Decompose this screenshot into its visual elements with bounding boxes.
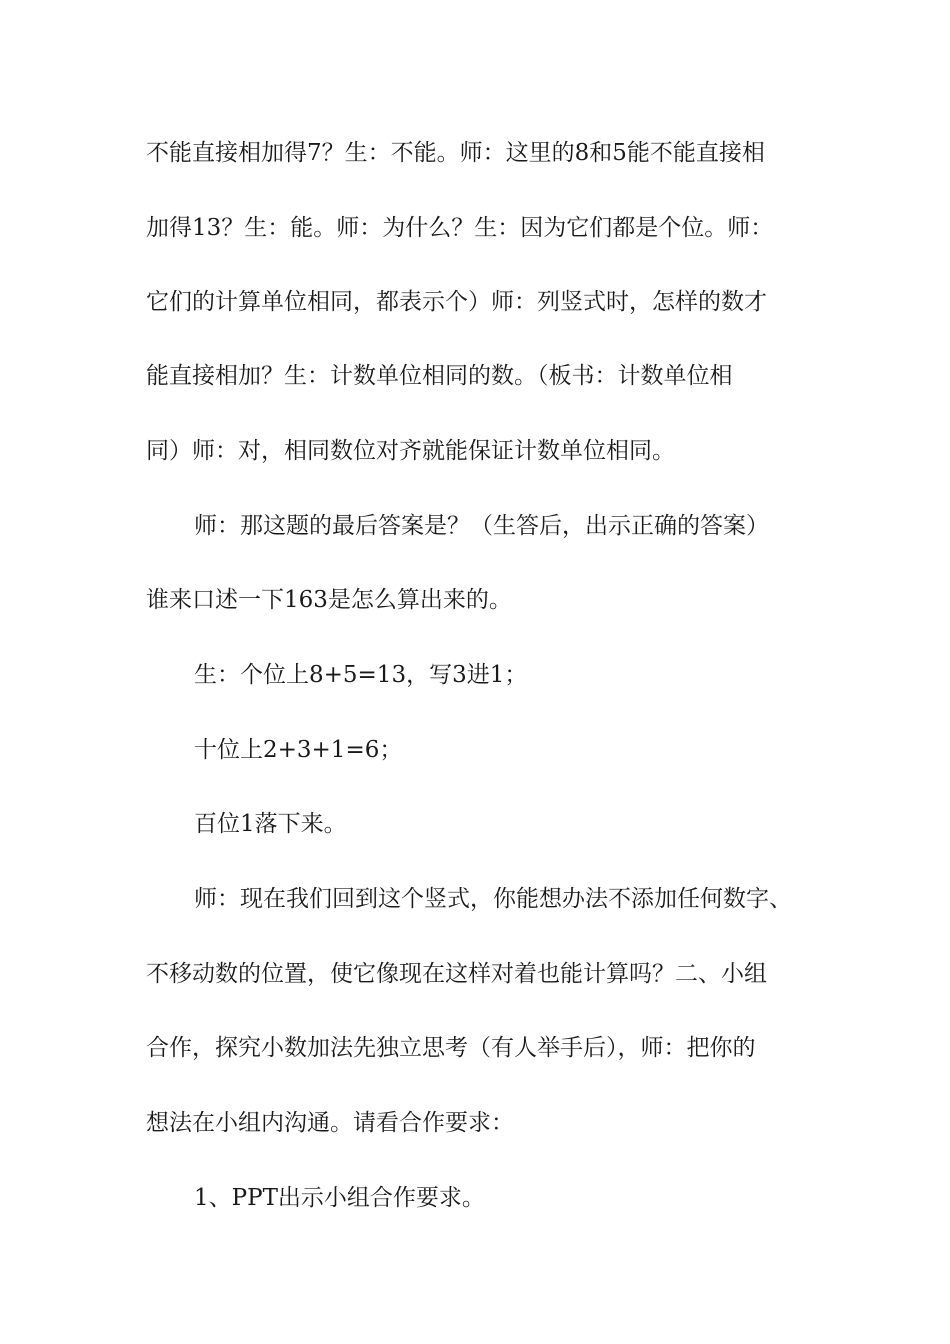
paragraph-line: 百位1落下来。 [194,811,347,837]
text-line: 想法在小组内沟通。请看合作要求： [146,1110,514,1136]
paragraph-line: 生：个位上8+5=13，写3进1； [194,662,528,688]
text-line: 同）师：对，相同数位对齐就能保证计数单位相同。 [146,438,675,464]
text-line: 加得13？生：能。师：为什么？生：因为它们都是个位。师： [146,215,774,241]
text-line: 不移动数的位置，使它像现在这样对着也能计算吗？二、小组 [146,961,767,987]
text-line: 谁来口述一下163是怎么算出来的。 [146,587,512,613]
paragraph-line: 师：现在我们回到这个竖式，你能想办法不添加任何数字、 [194,886,792,912]
paragraph-line: 十位上2+3+1=6； [194,737,403,763]
paragraph-line: 1、PPT出示小组合作要求。 [194,1185,485,1211]
text-line: 能直接相加？生：计数单位相同的数。（板书：计数单位相 [146,363,733,389]
text-line: 它们的计算单位相同，都表示个）师：列竖式时，怎样的数才 [146,289,767,315]
text-line: 合作，探究小数加法先独立思考（有人举手后），师：把你的 [146,1035,756,1061]
paragraph-line: 师：那这题的最后答案是？（生答后，出示正确的答案） [194,513,769,539]
text-line: 不能直接相加得7？生：不能。师：这里的8和5能不能直接相 [146,140,765,166]
